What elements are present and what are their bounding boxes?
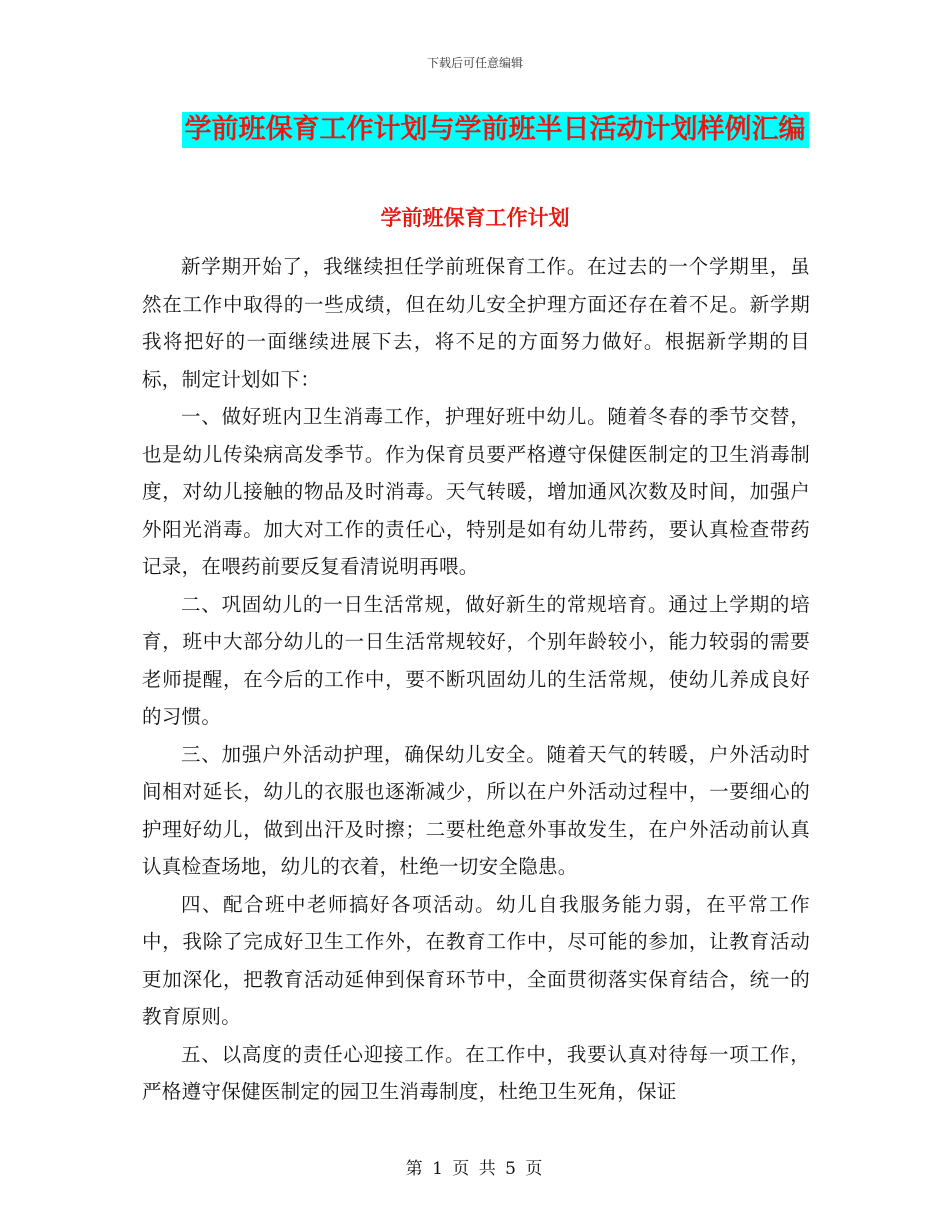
paragraph-item-3: 三、加强户外活动护理，确保幼儿安全。随着天气的转暖，户外活动时间相对延长，幼儿的衣服也逐渐减少，所以在户外活动过程中，一要细心的护理好幼儿，做到出汗及时擦；二要杜绝意外事故发生，在户外活动前认真认真检查场地，幼儿的衣着，杜绝一切安全隐患。	[142, 742, 810, 878]
paragraph-intro: 新学期开始了，我继续担任学前班保育工作。在过去的一个学期里，虽然在工作中取得的一些成绩，但在幼儿安全护理方面还存在着不足。新学期我将把好的一面继续进展下去，将不足的方面努力做好。根据新学期的目标，制定计划如下：	[142, 255, 810, 391]
paragraph-item-4: 四、配合班中老师搞好各项活动。幼儿自我服务能力弱，在平常工作中，我除了完成好卫生工作外，在教育工作中，尽可能的参加，让教育活动更加深化，把教育活动延伸到保育环节中，全面贯彻落实保育结合，统一的教育原则。	[142, 892, 810, 1028]
paragraph-item-2: 二、巩固幼儿的一日生活常规，做好新生的常规培育。通过上学期的培育，班中大部分幼儿的一日生活常规较好，个别年龄较小，能力较弱的需要老师提醒，在今后的工作中，要不断巩固幼儿的生活常规，使幼儿养成良好的习惯。	[142, 592, 810, 728]
section-title: 学前班保育工作计划	[380, 206, 570, 230]
main-title: 学前班保育工作计划与学前班半日活动计划样例汇编	[182, 112, 809, 148]
paragraph-item-1: 一、做好班内卫生消毒工作，护理好班中幼儿。随着冬春的季节交替，也是幼儿传染病高发季节。作为保育员要严格遵守保健医制定的卫生消毒制度，对幼儿接触的物品及时消毒。天气转暖，增加通风次数及时间，加强户外阳光消毒。加大对工作的责任心，特别是如有幼儿带药，要认真检查带药记录，在喂药前要反复看清说明再喂。	[142, 405, 810, 578]
main-title-container	[0, 112, 950, 148]
page-number: 第 1 页 共 5 页	[405, 1159, 545, 1179]
document-body	[142, 248, 810, 1111]
page-header-note: 下载后可任意编辑	[426, 56, 523, 70]
paragraph-item-5: 五、以高度的责任心迎接工作。在工作中，我要认真对待每一项工作，严格遵守保健医制定的园卫生消毒制度，杜绝卫生死角，保证	[142, 1042, 810, 1103]
